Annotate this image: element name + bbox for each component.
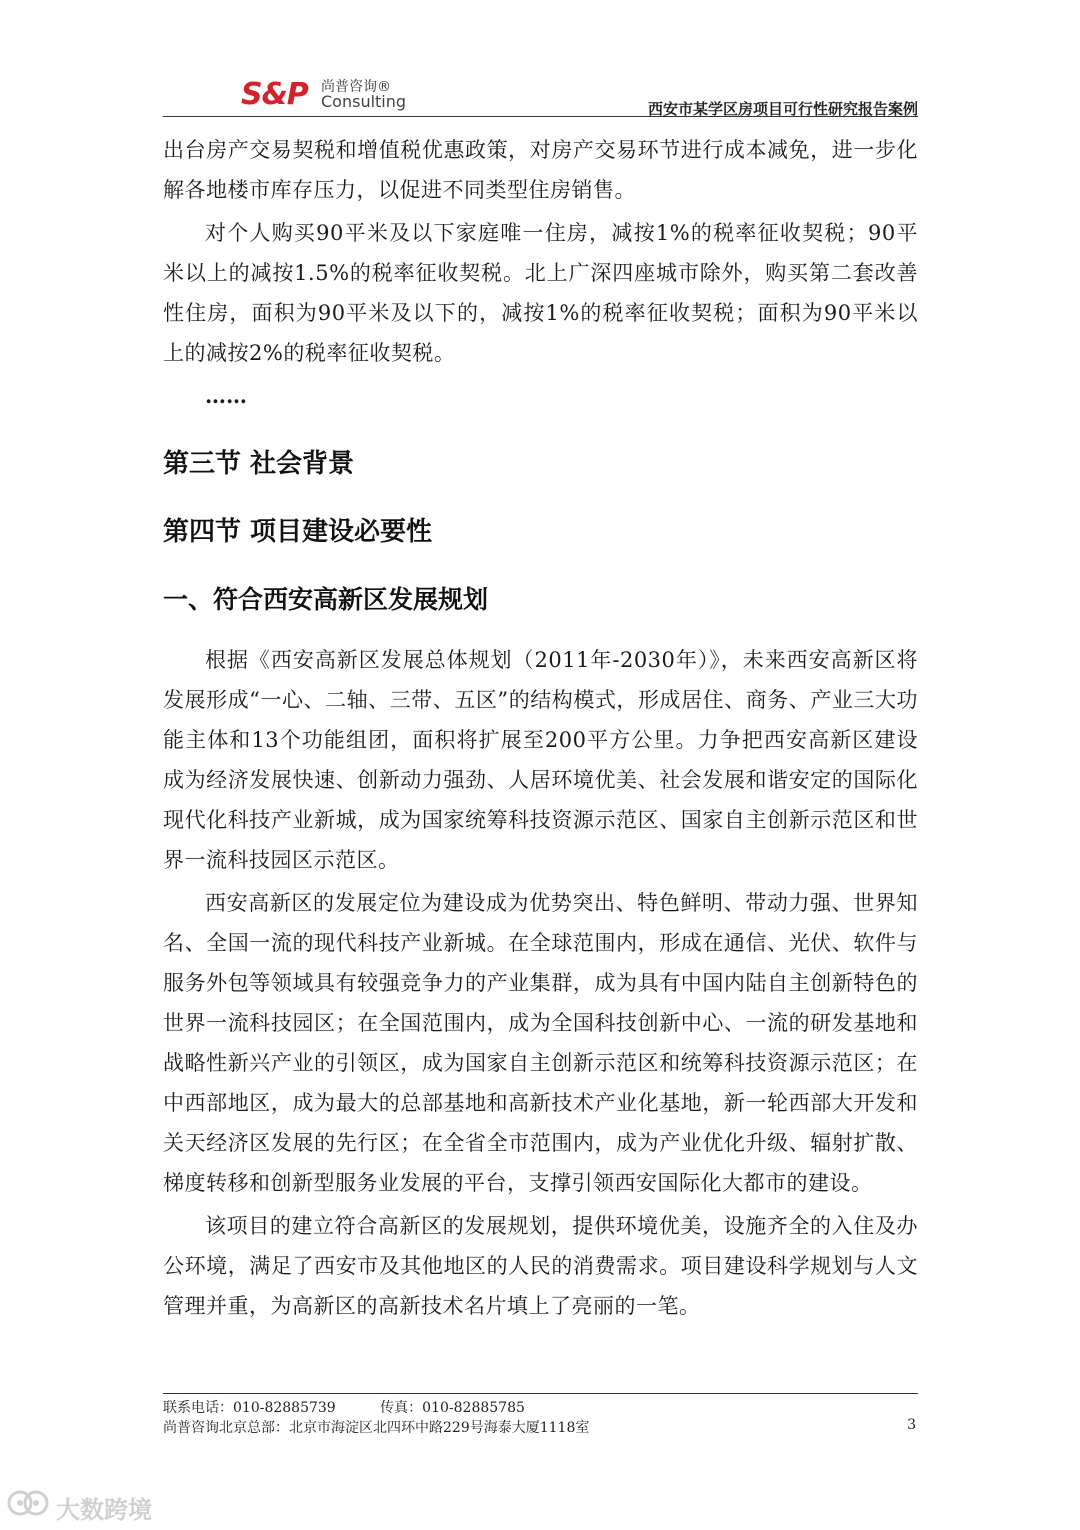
watermark-logo-icon bbox=[6, 1488, 52, 1518]
header-divider bbox=[163, 116, 918, 117]
paragraph-development-positioning: 西安高新区的发展定位为建设成为优势突出、特色鲜明、带动力强、世界知名、全国一流的现代科技产业新城。在全球范围内，形成在通信、光伏、软件与服务外包等领域具有较强竞争力的产业集群，成为具有中国内陆自主创新特色的世界一流科技园区；在全国范围内，成为全国科技创新中心、一流的研发基地和战略性新兴产业的引领区，成为国家自主创新示范区和统筹科技资源示范区；在中西部地区，成为最大的总部基地和高新技术产业化基地，新一轮西部大开发和关天经济区发展的先行区；在全省全市范围内，成为产业优化升级、辐射扩散、梯度转移和创新型服务业发展的平台，支撑引领西安国际化大都市的建设。 bbox=[163, 891, 918, 1195]
footer-divider bbox=[163, 1393, 918, 1394]
footer-fax: 传真：010-82885785 bbox=[380, 1400, 525, 1416]
page-footer bbox=[163, 1393, 918, 1443]
section-heading-necessity: 第四节 项目建设必要性 bbox=[163, 517, 433, 547]
logo-chinese-name: 尚普咨询® bbox=[321, 79, 391, 95]
page-header bbox=[163, 74, 918, 118]
paragraph-deed-tax: 对个人购买90平米及以下家庭唯一住房，减按1%的税率征收契税；90平米以上的减按1.5%的税率征收契税。北上广深四座城市除外，购买第二套改善性住房，面积为90平米及以下的，减按1%的税率征收契税；面积为90平米以上的减按2%的税率征收契税。 bbox=[163, 221, 918, 365]
section-heading-social-background: 第三节 社会背景 bbox=[163, 449, 355, 479]
document-title: 西安市某学区房项目可行性研究报告案例 bbox=[647, 100, 918, 118]
paragraph-project-conformity: 该项目的建立符合高新区的发展规划，提供环境优美，设施齐全的入住及办公环境，满足了西安市及其他地区的人民的消费需求。项目建设科学规划与人文管理并重，为高新区的高新技术名片填上了亮丽的一笔。 bbox=[163, 1214, 918, 1318]
footer-contact bbox=[163, 1397, 525, 1417]
logo-english-name: Consulting bbox=[321, 92, 407, 111]
page-body bbox=[163, 130, 918, 1326]
footer-address: 尚普咨询北京总部：北京市海淀区北四环中路229号海泰大厦1118室 bbox=[163, 1420, 590, 1436]
logo-mark: S&P bbox=[241, 77, 308, 112]
watermark-text: 大数跨境 bbox=[56, 1496, 152, 1524]
footer-phone: 联系电话：010-82885739 bbox=[163, 1400, 336, 1416]
paragraph-master-plan: 根据《西安高新区发展总体规划（2011年-2030年）》，未来西安高新区将发展形成“一心、二轴、三带、五区”的结构模式，形成居住、商务、产业三大功能主体和13个功能组团，面积将扩展至200平方公里。力争把西安高新区建设成为经济发展快速、创新动力强劲、人居环境优美、社会发展和谐安定的国际化现代化科技产业新城，成为国家统筹科技资源示范区、国家自主创新示范区和世界一流科技园区示范区。 bbox=[163, 648, 918, 872]
page-number: 3 bbox=[907, 1417, 916, 1433]
ellipsis: …… bbox=[205, 383, 247, 408]
subsection-heading-planning: 一、符合西安高新区发展规划 bbox=[163, 585, 489, 614]
paragraph-policy-continued: 出台房产交易契税和增值税优惠政策，对房产交易环节进行成本减免，进一步化解各地楼市库存压力，以促进不同类型住房销售。 bbox=[163, 138, 918, 202]
